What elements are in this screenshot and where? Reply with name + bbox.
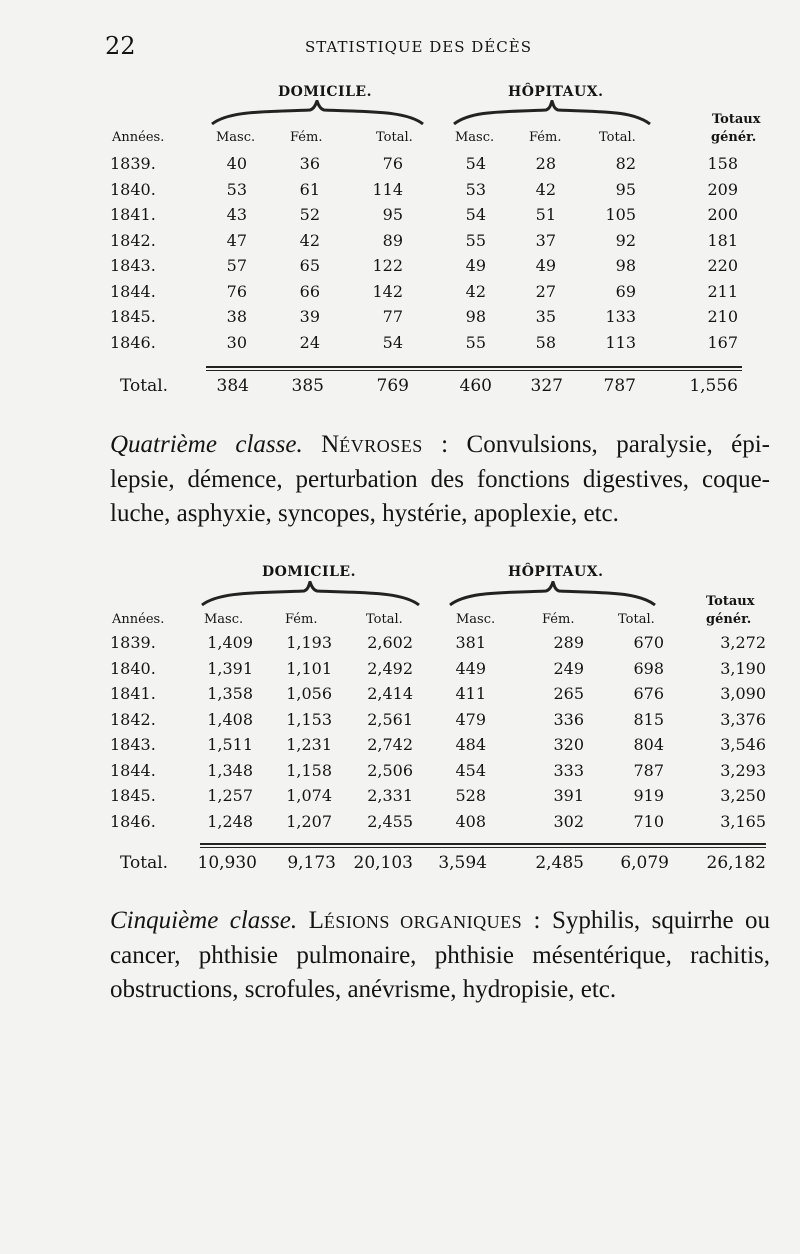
paragraph-line: luche, asphyxie, syncopes, hystérie, apoplexie, etc. [110, 500, 619, 527]
header-fem: Fém. [285, 612, 318, 627]
cell-year: 1839. [110, 154, 156, 173]
header-masc: Masc. [216, 130, 256, 145]
running-title: STATISTIQUE DES DÉCÈS [305, 38, 532, 56]
paragraph-line: cancer, phthisie pulmonaire, phthisie mésentérique, rachitis, [110, 942, 770, 969]
header-fem-hop: Fém. [529, 130, 562, 145]
header-generaux: génér. [711, 130, 757, 145]
table-row [0, 659, 800, 685]
header-totaux: Totaux [712, 112, 761, 127]
total-masc-hop: 3,594 [438, 853, 487, 873]
cell-masc-hop: 55 [465, 230, 486, 250]
cell-total-hop: 69 [615, 281, 636, 301]
header-masc-hop: Masc. [455, 130, 495, 145]
paragraph-line [110, 904, 770, 939]
cell-total: 2,602 [367, 633, 413, 652]
cell-total: 122 [372, 256, 403, 275]
cell-fem-hop: 302 [553, 811, 584, 831]
paragraph-line: obstructions, scrofules, anévrisme, hydropisie, etc. [110, 976, 617, 1003]
cell-total-general: 209 [707, 179, 738, 199]
cell-masc: 53 [226, 179, 247, 199]
cell-masc: 76 [226, 281, 247, 301]
header-fem-hop: Fém. [542, 612, 575, 627]
cell-total-hop: 919 [633, 786, 664, 805]
header-years: Années. [112, 130, 165, 145]
cell-fem: 1,207 [286, 811, 332, 831]
cell-fem: 61 [299, 179, 320, 199]
header-masc: Masc. [204, 612, 244, 627]
total-row-values [0, 853, 800, 879]
cell-fem-hop: 42 [535, 179, 556, 199]
paragraph-line: lepsie, démence, perturbation des fonctions digestives, coque- [110, 466, 770, 493]
table-row [0, 205, 800, 231]
cell-fem-hop: 49 [535, 256, 556, 275]
cell-total-general: 3,293 [720, 760, 766, 780]
total-masc-hop: 460 [459, 376, 492, 396]
cell-total-hop: 676 [633, 684, 664, 703]
cell-year: 1845. [110, 786, 156, 805]
cell-masc: 1,511 [207, 735, 253, 754]
table-row [0, 633, 800, 659]
cell-total: 77 [382, 307, 403, 326]
cell-masc: 1,391 [207, 658, 253, 678]
cell-masc-hop: 42 [465, 281, 486, 301]
table-row [0, 154, 800, 180]
cell-masc-hop: 449 [455, 658, 486, 678]
cell-fem: 36 [299, 154, 320, 173]
cell-masc: 1,257 [207, 786, 253, 805]
class-name-initial: N [321, 431, 340, 458]
bleed-through-texture [120, 1005, 770, 1025]
cell-total-general: 167 [707, 332, 738, 352]
table-row [0, 812, 800, 838]
total-label: Total. [120, 853, 169, 873]
cell-total-general: 181 [707, 230, 738, 250]
cell-masc-hop: 49 [465, 256, 486, 275]
cell-fem: 42 [299, 230, 320, 250]
cell-total-general: 200 [707, 205, 738, 224]
cell-total-general: 3,376 [720, 709, 766, 729]
cell-total-hop: 804 [633, 735, 664, 754]
cell-masc: 38 [226, 307, 247, 326]
cell-total-general: 3,250 [720, 786, 766, 805]
cell-year: 1846. [110, 811, 156, 831]
cell-year: 1843. [110, 256, 156, 275]
table-row [0, 710, 800, 736]
table-row [0, 307, 800, 333]
cell-total: 114 [372, 179, 403, 199]
cell-total: 54 [382, 332, 403, 352]
cell-total-general: 158 [707, 154, 738, 173]
table-row [0, 180, 800, 206]
group-label-hopitaux: HÔPITAUX. [508, 84, 604, 100]
cell-total-hop: 698 [633, 658, 664, 678]
total-total: 769 [376, 376, 409, 396]
cell-fem-hop: 336 [553, 709, 584, 729]
total-row-values [0, 376, 800, 402]
table-row [0, 333, 800, 359]
total-total: 20,103 [353, 853, 413, 873]
cell-fem-hop: 35 [535, 307, 556, 326]
cell-fem: 1,153 [286, 709, 332, 729]
header-years: Années. [112, 612, 165, 627]
cell-total: 2,561 [367, 709, 413, 729]
cell-fem: 1,231 [286, 735, 332, 754]
cell-masc-hop: 54 [465, 205, 486, 224]
cell-masc: 1,408 [207, 709, 253, 729]
total-rule [200, 843, 766, 845]
cell-fem-hop: 37 [535, 230, 556, 250]
cell-fem: 1,101 [286, 658, 332, 678]
class-heading: Quatrième classe. [110, 431, 303, 458]
cell-year: 1846. [110, 332, 156, 352]
total-fem-hop: 327 [530, 376, 563, 396]
cell-total-hop: 105 [605, 205, 636, 224]
table-row [0, 786, 800, 812]
cell-total-general: 220 [707, 256, 738, 275]
cell-total: 2,492 [367, 658, 413, 678]
cell-fem: 1,074 [286, 786, 332, 805]
cell-masc: 1,348 [207, 760, 253, 780]
cell-total-hop: 98 [615, 256, 636, 275]
header-totaux: Totaux [706, 594, 755, 609]
cell-year: 1839. [110, 633, 156, 652]
brace-hopitaux [448, 581, 658, 607]
cell-fem-hop: 320 [553, 735, 584, 754]
cell-year: 1843. [110, 735, 156, 754]
cell-fem-hop: 289 [553, 633, 584, 652]
header-masc-hop: Masc. [456, 612, 496, 627]
total-rule [206, 366, 742, 368]
cell-masc: 47 [226, 230, 247, 250]
total-fem-hop: 2,485 [535, 853, 584, 873]
cell-masc-hop: 479 [455, 709, 486, 729]
cell-total-hop: 670 [633, 633, 664, 652]
cell-total-hop: 133 [605, 307, 636, 326]
cell-fem: 39 [299, 307, 320, 326]
total-masc: 10,930 [197, 853, 257, 873]
group-label-hopitaux: HÔPITAUX. [508, 564, 604, 580]
cell-masc: 30 [226, 332, 247, 352]
total-label: Total. [120, 376, 169, 396]
total-masc: 384 [216, 376, 249, 396]
cell-fem: 1,056 [286, 684, 332, 703]
cell-total: 76 [382, 154, 403, 173]
cell-year: 1844. [110, 760, 156, 780]
class-name: ÉSIONS ORGANIQUES [323, 912, 523, 932]
cell-masc-hop: 381 [455, 633, 486, 652]
header-total-hop: Total. [599, 130, 636, 145]
total-total-hop: 6,079 [620, 853, 669, 873]
cell-total-hop: 113 [605, 332, 636, 352]
cell-fem: 1,158 [286, 760, 332, 780]
total-total-hop: 787 [603, 376, 636, 396]
cell-total: 142 [372, 281, 403, 301]
cell-year: 1840. [110, 658, 156, 678]
cell-masc-hop: 528 [455, 786, 486, 805]
cell-fem: 66 [299, 281, 320, 301]
cell-masc: 1,409 [207, 633, 253, 652]
total-fem: 385 [291, 376, 324, 396]
cell-masc: 1,358 [207, 684, 253, 703]
cell-masc-hop: 484 [455, 735, 486, 754]
class-heading: Cinquième classe. [110, 907, 298, 934]
total-fem: 9,173 [287, 853, 336, 873]
header-total: Total. [376, 130, 413, 145]
line-text: : Syphilis, squirrhe ou [522, 907, 771, 934]
cell-masc-hop: 411 [455, 684, 486, 703]
cell-fem-hop: 391 [553, 786, 584, 805]
cell-total: 2,506 [367, 760, 413, 780]
cell-fem-hop: 27 [535, 281, 556, 301]
table-row [0, 761, 800, 787]
cell-masc-hop: 55 [465, 332, 486, 352]
class-name: ÉVROSES [339, 436, 423, 456]
cell-total: 2,742 [367, 735, 413, 754]
table-row [0, 684, 800, 710]
total-total-general: 26,182 [706, 853, 766, 873]
cell-fem: 52 [299, 205, 320, 224]
cell-fem: 24 [299, 332, 320, 352]
cell-total-general: 3,165 [720, 811, 766, 831]
cell-masc-hop: 454 [455, 760, 486, 780]
cell-year: 1842. [110, 709, 156, 729]
cell-masc: 57 [226, 256, 247, 275]
header-total: Total. [366, 612, 403, 627]
cell-year: 1841. [110, 684, 156, 703]
cell-total-hop: 815 [633, 709, 664, 729]
total-rule-thin [200, 847, 766, 848]
cell-year: 1845. [110, 307, 156, 326]
header-fem: Fém. [290, 130, 323, 145]
header-generaux: génér. [706, 612, 752, 627]
cell-masc-hop: 54 [465, 154, 486, 173]
cell-total: 89 [382, 230, 403, 250]
cell-year: 1840. [110, 179, 156, 199]
cell-masc: 40 [226, 154, 247, 173]
cell-year: 1842. [110, 230, 156, 250]
cell-year: 1841. [110, 205, 156, 224]
cell-total: 95 [382, 205, 403, 224]
brace-domicile [200, 581, 422, 607]
cell-fem-hop: 249 [553, 658, 584, 678]
table-row [0, 735, 800, 761]
brace-domicile [210, 100, 425, 126]
cell-year: 1844. [110, 281, 156, 301]
group-label-domicile: DOMICILE. [278, 84, 372, 100]
class-name-initial: L [308, 907, 324, 934]
cell-masc-hop: 53 [465, 179, 486, 199]
header-total-hop: Total. [618, 612, 655, 627]
cell-total-general: 3,090 [720, 684, 766, 703]
total-rule-thin [206, 370, 742, 371]
cell-total: 2,414 [367, 684, 413, 703]
cell-total-general: 3,272 [720, 633, 766, 652]
page-number: 22 [105, 32, 136, 60]
cell-masc: 1,248 [207, 811, 253, 831]
cell-total-general: 211 [707, 281, 738, 301]
cell-total-general: 3,190 [720, 658, 766, 678]
cell-total-general: 210 [707, 307, 738, 326]
table-row [0, 231, 800, 257]
table-row [0, 256, 800, 282]
cell-total-hop: 92 [615, 230, 636, 250]
cell-fem: 65 [299, 256, 320, 275]
cell-total-hop: 787 [633, 760, 664, 780]
cell-fem-hop: 333 [553, 760, 584, 780]
cell-fem-hop: 58 [535, 332, 556, 352]
running-head [0, 32, 800, 62]
total-total-general: 1,556 [689, 376, 738, 396]
line-text: : Convulsions, paralysie, épi- [422, 431, 770, 458]
cell-fem: 1,193 [286, 633, 332, 652]
cell-masc-hop: 408 [455, 811, 486, 831]
cell-total-hop: 95 [615, 179, 636, 199]
table-row [0, 282, 800, 308]
cell-masc: 43 [226, 205, 247, 224]
cell-total: 2,455 [367, 811, 413, 831]
cell-masc-hop: 98 [465, 307, 486, 326]
paragraph-cinquieme-classe [110, 904, 770, 1007]
paragraph-line [110, 428, 770, 463]
cell-total: 2,331 [367, 786, 413, 805]
paragraph-quatrieme-classe [110, 428, 770, 531]
group-label-domicile: DOMICILE. [262, 564, 356, 580]
cell-fem-hop: 28 [535, 154, 556, 173]
cell-total-hop: 710 [633, 811, 664, 831]
cell-fem-hop: 51 [535, 205, 556, 224]
cell-total-hop: 82 [615, 154, 636, 173]
cell-fem-hop: 265 [553, 684, 584, 703]
brace-hopitaux [452, 100, 652, 126]
cell-total-general: 3,546 [720, 735, 766, 754]
